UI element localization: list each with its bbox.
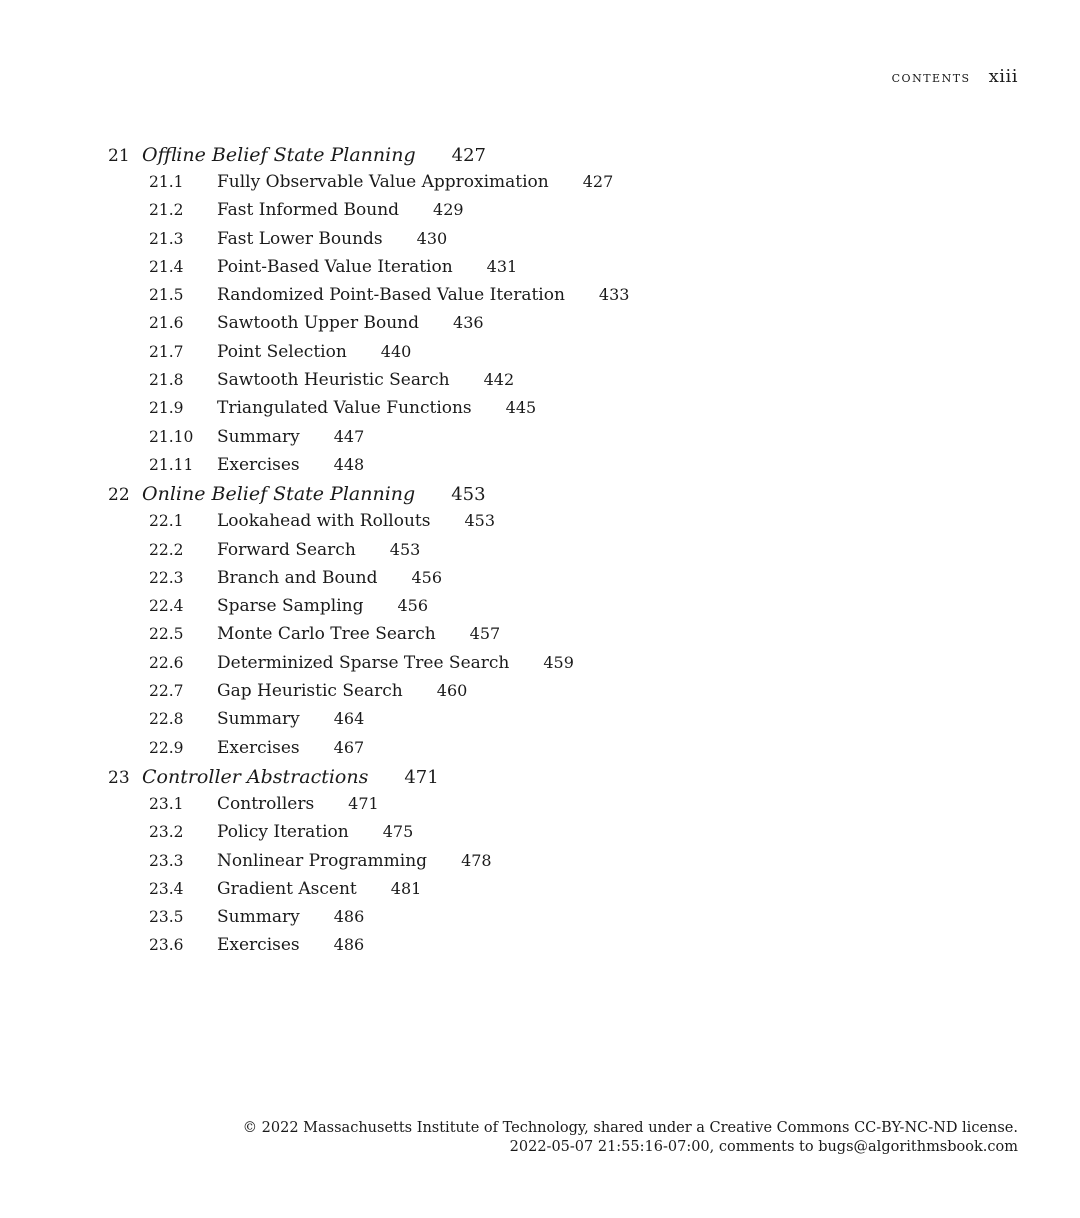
running-head-section: contents bbox=[891, 67, 971, 86]
toc-section-page: 442 bbox=[483, 370, 515, 390]
toc-section-number: 21.8 bbox=[149, 371, 184, 390]
footer bbox=[243, 1119, 1018, 1157]
toc-section-page: 456 bbox=[411, 567, 443, 587]
toc-section-entry[interactable] bbox=[108, 822, 808, 850]
toc-section-page: 447 bbox=[333, 426, 365, 446]
toc-section-number: 22.2 bbox=[149, 540, 184, 559]
toc-section-title: Fast Lower Bounds bbox=[217, 228, 383, 249]
toc-section-number: 23.2 bbox=[149, 823, 184, 842]
toc-chapter-title: Controller Abstractions bbox=[142, 765, 369, 788]
toc-section-number: 21.4 bbox=[149, 257, 184, 276]
toc-section-entry[interactable] bbox=[108, 370, 808, 398]
toc-chapter-number: 22 bbox=[108, 485, 130, 506]
toc-section-entry[interactable] bbox=[108, 229, 808, 257]
toc-section-number: 21.10 bbox=[149, 427, 194, 446]
toc-chapter bbox=[108, 766, 808, 964]
toc-section-number: 21.1 bbox=[149, 173, 184, 191]
toc-section-page: 445 bbox=[505, 398, 537, 418]
toc-section-entry[interactable] bbox=[108, 313, 808, 341]
toc-section-title: Exercises bbox=[217, 935, 300, 956]
toc-section-number: 22.7 bbox=[149, 682, 184, 701]
toc-section-page: 453 bbox=[389, 539, 421, 559]
toc-section-page: 436 bbox=[453, 313, 484, 333]
toc-section-entry[interactable] bbox=[108, 653, 808, 681]
toc-section-number: 23.1 bbox=[149, 794, 184, 813]
toc-section-entry[interactable] bbox=[108, 342, 808, 370]
toc-section-page: 448 bbox=[333, 454, 365, 474]
toc-section-entry[interactable] bbox=[108, 709, 808, 737]
toc-section-number: 22.4 bbox=[149, 597, 184, 616]
toc-section-entry[interactable] bbox=[108, 172, 808, 200]
toc-section-title: Branch and Bound bbox=[217, 567, 378, 588]
toc-section-number: 23.4 bbox=[149, 879, 184, 898]
running-head bbox=[892, 66, 1018, 87]
toc-section-page: 478 bbox=[461, 850, 492, 870]
page-number: xiii bbox=[988, 66, 1018, 87]
toc-section-page: 486 bbox=[333, 935, 365, 955]
toc-section-number: 21.2 bbox=[149, 201, 184, 220]
toc-section-title: Point Selection bbox=[217, 341, 347, 362]
toc-section-page: 467 bbox=[333, 737, 365, 757]
toc-section-page: 481 bbox=[390, 878, 422, 898]
toc-section-page: 453 bbox=[464, 511, 495, 531]
toc-section-number: 21.9 bbox=[149, 399, 184, 418]
toc-chapter-entry[interactable] bbox=[108, 483, 808, 511]
toc-section-title: Sparse Sampling bbox=[217, 596, 364, 617]
toc-section-page: 440 bbox=[380, 341, 412, 361]
toc-section-title: Lookahead with Rollouts bbox=[217, 511, 431, 532]
toc-section-title: Triangulated Value Functions bbox=[217, 398, 472, 419]
toc-section-entry[interactable] bbox=[108, 200, 808, 228]
toc-section-title: Determinized Sparse Tree Search bbox=[217, 652, 510, 673]
toc-section-page: 429 bbox=[433, 200, 464, 220]
toc-section-page: 459 bbox=[543, 652, 574, 672]
toc-section-entry[interactable] bbox=[108, 427, 808, 455]
toc-section-number: 22.9 bbox=[149, 738, 184, 757]
toc-section-page: 430 bbox=[416, 228, 448, 248]
toc-section-title: Point-Based Value Iteration bbox=[217, 256, 453, 277]
toc-section-number: 21.11 bbox=[149, 455, 194, 474]
toc-section-number: 23.6 bbox=[149, 936, 184, 955]
toc-chapter-entry[interactable] bbox=[108, 144, 808, 172]
toc-chapter-page: 427 bbox=[451, 145, 486, 166]
toc-section-entry[interactable] bbox=[108, 935, 808, 963]
toc-section-title: Policy Iteration bbox=[217, 822, 349, 843]
toc-section-title: Gradient Ascent bbox=[217, 878, 357, 899]
toc-chapter-title: Online Belief State Planning bbox=[142, 483, 416, 506]
footer-build-info: 2022-05-07 21:55:16-07:00, comments to bugs@algorithmsbook.com bbox=[509, 1139, 1018, 1155]
toc-chapter bbox=[108, 144, 808, 483]
toc-section-entry[interactable] bbox=[108, 540, 808, 568]
toc-section-title: Randomized Point-Based Value Iteration bbox=[217, 285, 565, 306]
toc-chapter-number: 23 bbox=[108, 767, 130, 788]
toc-section-number: 22.1 bbox=[149, 512, 184, 531]
toc-section-number: 22.6 bbox=[149, 653, 184, 672]
toc-chapter-page: 453 bbox=[451, 484, 486, 506]
toc-section-number: 21.3 bbox=[149, 229, 184, 248]
toc-section-title: Controllers bbox=[217, 793, 315, 814]
toc-section-entry[interactable] bbox=[108, 681, 808, 709]
toc-section-entry[interactable] bbox=[108, 738, 808, 766]
toc-section-entry[interactable] bbox=[108, 257, 808, 285]
toc-section-number: 23.5 bbox=[149, 908, 184, 927]
toc-section-number: 23.3 bbox=[149, 851, 184, 870]
toc-section-page: 464 bbox=[333, 709, 365, 729]
toc-section-entry[interactable] bbox=[108, 455, 808, 483]
toc-section-entry[interactable] bbox=[108, 568, 808, 596]
toc-chapter bbox=[108, 483, 808, 766]
toc-section-number: 21.5 bbox=[149, 286, 184, 305]
toc-chapter-entry[interactable] bbox=[108, 766, 808, 794]
toc-section-entry[interactable] bbox=[108, 398, 808, 426]
toc-section-number: 21.7 bbox=[149, 342, 184, 361]
toc-section-number: 22.8 bbox=[149, 710, 184, 729]
toc-section-page: 486 bbox=[333, 907, 365, 927]
toc-section-title: Summary bbox=[217, 709, 300, 730]
toc-section-title: Forward Search bbox=[217, 539, 356, 560]
toc-section-title: Summary bbox=[217, 426, 300, 447]
toc-section-page: 427 bbox=[582, 172, 614, 191]
toc-section-number: 22.5 bbox=[149, 625, 184, 644]
toc-section-page: 431 bbox=[486, 256, 518, 276]
toc-section-page: 456 bbox=[397, 596, 429, 616]
toc-section-number: 21.6 bbox=[149, 314, 184, 333]
toc-section-page: 475 bbox=[382, 822, 414, 842]
toc-section-page: 460 bbox=[436, 681, 468, 701]
toc-section-title: Sawtooth Upper Bound bbox=[217, 313, 420, 334]
toc-section-title: Nonlinear Programming bbox=[217, 850, 428, 871]
toc-chapter-page: 471 bbox=[404, 766, 439, 788]
toc-section-entry[interactable] bbox=[108, 596, 808, 624]
toc-section-page: 433 bbox=[598, 285, 630, 305]
toc-section-title: Fully Observable Value Approximation bbox=[217, 172, 549, 192]
footer-copyright: © 2022 Massachusetts Institute of Technology, shared under a Creative Commons CC-BY-NC-ND license. bbox=[242, 1120, 1018, 1136]
toc-section-entry[interactable] bbox=[108, 794, 808, 822]
toc-section-entry[interactable] bbox=[108, 879, 808, 907]
table-of-contents bbox=[108, 144, 808, 964]
toc-section-entry[interactable] bbox=[108, 285, 808, 313]
toc-section-page: 457 bbox=[469, 624, 501, 644]
toc-section-number: 22.3 bbox=[149, 568, 184, 587]
toc-section-title: Exercises bbox=[217, 737, 300, 758]
toc-section-entry[interactable] bbox=[108, 511, 808, 539]
toc-section-title: Sawtooth Heuristic Search bbox=[217, 370, 450, 391]
toc-chapter-number: 21 bbox=[108, 146, 130, 166]
toc-section-entry[interactable] bbox=[108, 624, 808, 652]
toc-section-entry[interactable] bbox=[108, 851, 808, 879]
toc-section-title: Exercises bbox=[217, 454, 300, 475]
toc-section-title: Fast Informed Bound bbox=[217, 200, 400, 221]
toc-section-title: Monte Carlo Tree Search bbox=[217, 624, 436, 645]
toc-section-title: Gap Heuristic Search bbox=[217, 681, 403, 702]
toc-section-title: Summary bbox=[217, 907, 300, 928]
toc-section-entry[interactable] bbox=[108, 907, 808, 935]
toc-section-page: 471 bbox=[348, 793, 379, 813]
toc-chapter-title: Offline Belief State Planning bbox=[142, 144, 416, 166]
